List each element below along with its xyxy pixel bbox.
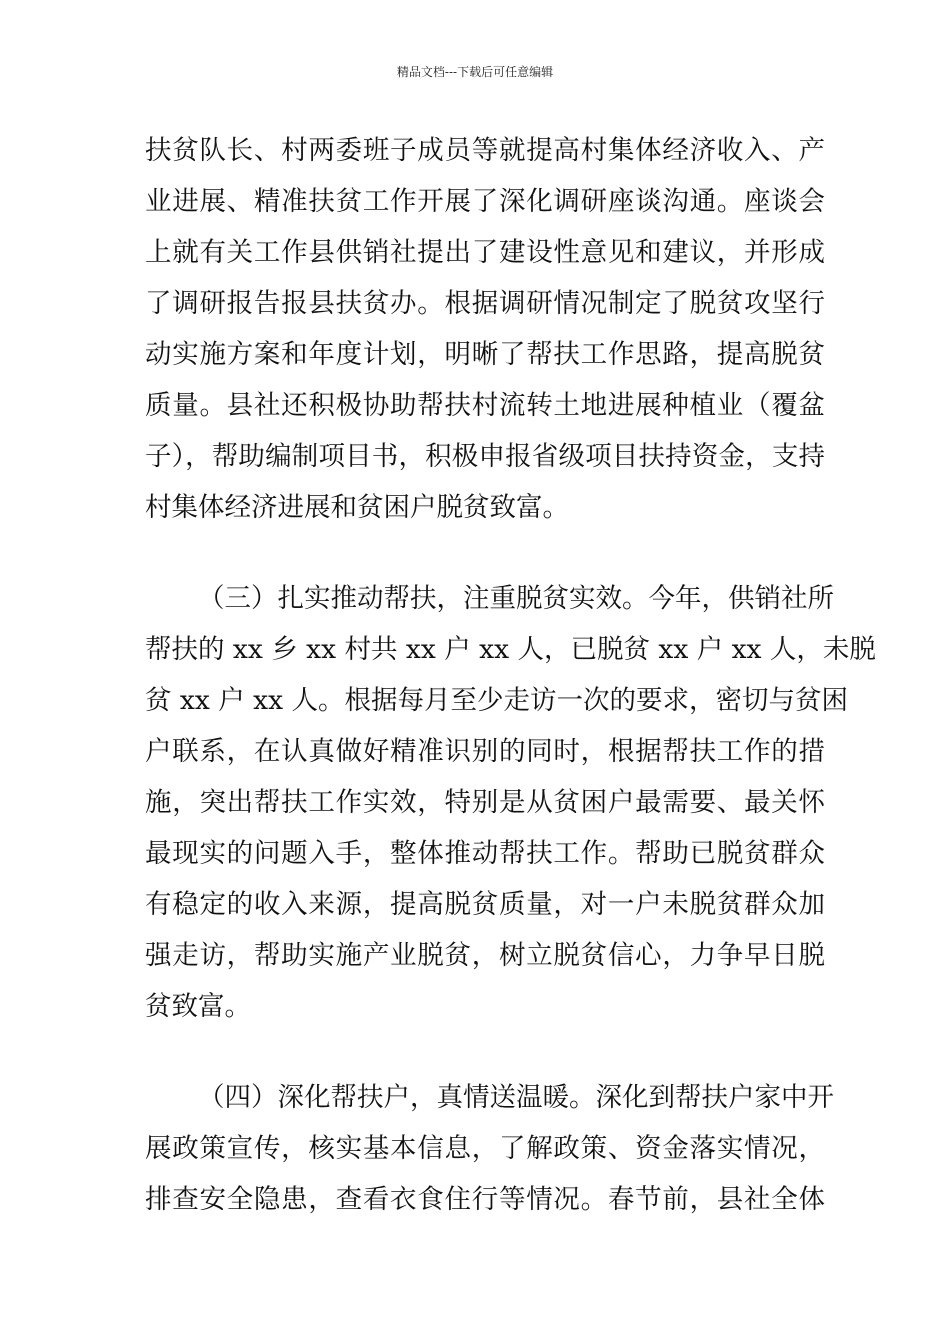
text-line: 动实施方案和年度计划，明晰了帮扶工作思路，提高脱贫	[145, 339, 825, 370]
text-line: 贫 xx 户 xx 人。根据每月至少走访一次的要求，密切与贫困	[145, 685, 848, 716]
text-line: 户联系，在认真做好精准识别的同时，根据帮扶工作的措	[145, 736, 825, 767]
text-line: 有稳定的收入来源，提高脱贫质量，对一户未脱贫群众加	[145, 889, 825, 920]
text-line: 贫致富。	[145, 991, 251, 1022]
page-header: 精品文档---下载后可任意编辑	[396, 65, 554, 79]
text-line: 业进展、精准扶贫工作开展了深化调研座谈沟通。座谈会	[145, 186, 825, 217]
text-line: 了调研报告报县扶贫办。根据调研情况制定了脱贫攻坚行	[145, 288, 825, 319]
text-line: 最现实的问题入手，整体推动帮扶工作。帮助已脱贫群众	[145, 838, 825, 869]
text-line: 展政策宣传，核实基本信息，了解政策、资金落实情况，	[145, 1133, 825, 1164]
text-line: 村集体经济进展和贫困户脱贫致富。	[145, 492, 569, 523]
text-line: 帮扶的 xx 乡 xx 村共 xx 户 xx 人，已脱贫 xx 户 xx 人，未脱	[145, 634, 876, 665]
text-line: 扶贫队长、村两委班子成员等就提高村集体经济收入、产	[145, 135, 825, 166]
text-line: 施，突出帮扶工作实效，特别是从贫困户最需要、最关怀	[145, 787, 825, 818]
text-line: 质量。县社还积极协助帮扶村流转土地进展种植业（覆盆	[145, 390, 825, 421]
text-line: 排查安全隐患，查看衣食住行等情况。春节前，县社全体	[145, 1184, 825, 1215]
text-line: （四）深化帮扶户，真情送温暖。深化到帮扶户家中开	[198, 1082, 834, 1113]
text-line: （三）扎实推动帮扶，注重脱贫实效。今年，供销社所	[198, 583, 834, 614]
text-line: 上就有关工作县供销社提出了建设性意见和建议，并形成	[145, 237, 825, 268]
text-line: 子），帮助编制项目书，积极申报省级项目扶持资金，支持	[145, 441, 825, 472]
text-line: 强走访，帮助实施产业脱贫，树立脱贫信心，力争早日脱	[145, 940, 825, 971]
